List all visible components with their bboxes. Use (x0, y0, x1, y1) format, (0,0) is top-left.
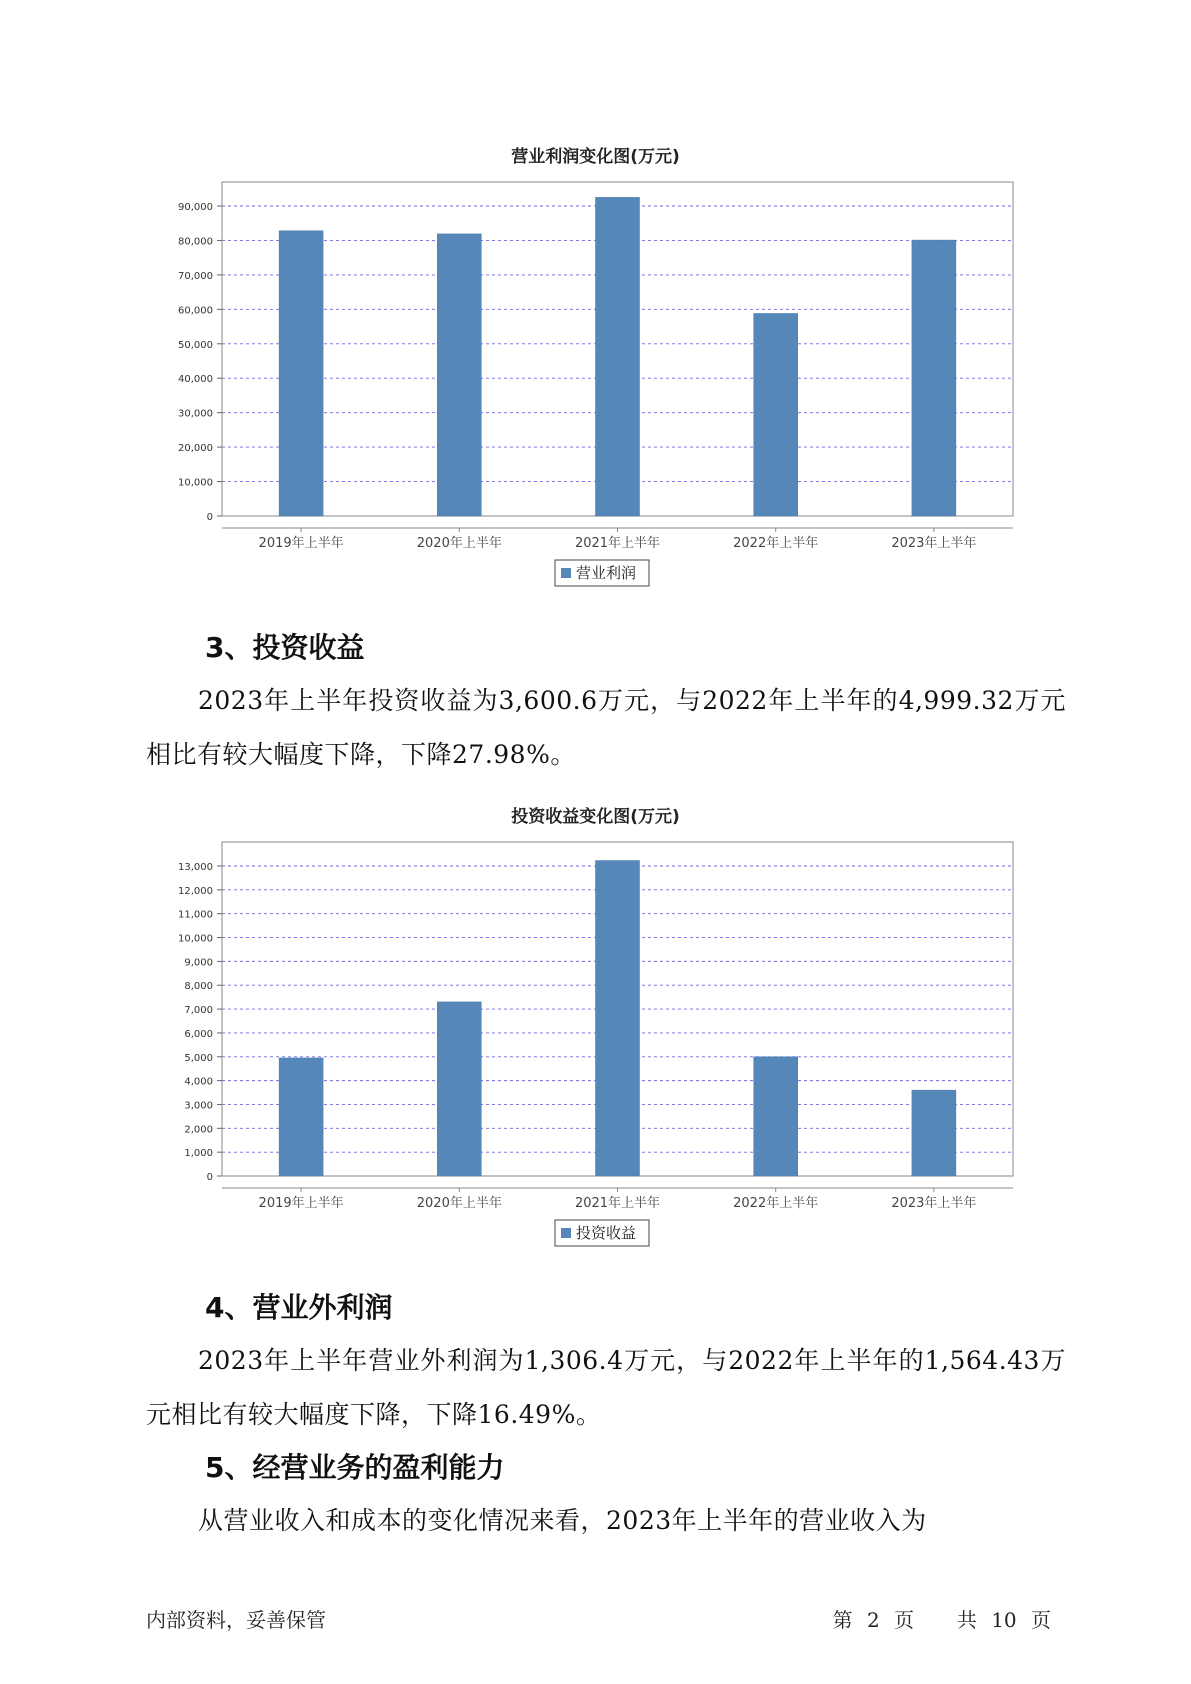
y-tick-label: 10,000 (178, 477, 213, 489)
section-paragraph-operating-profitability: 从营业收入和成本的变化情况来看，2023年上半年的营业收入为 (198, 1506, 927, 1535)
footer-total-word: 页 (1031, 1608, 1051, 1632)
y-tick-label: 20,000 (178, 443, 213, 455)
y-tick-label: 60,000 (178, 305, 213, 317)
section-paragraph-investment-income: 2023年上半年投资收益为3,600.6万元，与2022年上半年的4,999.32万元相比有较大幅度下降，下降27.98%。 (146, 686, 1066, 769)
footer-total-prefix: 共 (956, 1608, 977, 1632)
bar (912, 1090, 956, 1176)
y-tick-label: 1,000 (184, 1148, 213, 1160)
x-tick-label: 2020年上半年 (416, 536, 502, 551)
y-tick-label: 4,000 (184, 1076, 213, 1088)
bar (596, 197, 640, 516)
x-tick-label: 2023年上半年 (891, 536, 977, 551)
footer-total-number: 10 (991, 1608, 1017, 1632)
section-heading-non-operating-profit: 4、营业外利润 (205, 1291, 393, 1324)
y-tick-label: 9,000 (184, 957, 213, 969)
y-tick-label: 12,000 (178, 885, 213, 897)
footer-page-prefix: 第 (832, 1608, 853, 1632)
y-tick-label: 5,000 (184, 1052, 213, 1064)
bar (279, 231, 323, 516)
bar (596, 861, 640, 1176)
legend-label: 投资收益 (576, 1224, 637, 1242)
legend-swatch (561, 1228, 571, 1238)
legend-swatch (561, 568, 571, 578)
y-tick-label: 30,000 (178, 408, 213, 420)
y-tick-label: 7,000 (184, 1005, 213, 1017)
chart-title-investment-income: 投资收益变化图(万元) (511, 807, 680, 827)
y-tick-label: 13,000 (178, 862, 213, 873)
y-tick-label: 50,000 (178, 339, 213, 351)
x-tick-label: 2021年上半年 (574, 536, 661, 551)
chart-operating-profit (0, 150, 1191, 590)
x-tick-label: 2022年上半年 (733, 1196, 819, 1211)
y-tick-label: 70,000 (178, 270, 213, 282)
x-tick-label: 2020年上半年 (416, 1196, 502, 1211)
y-tick-label: 90,000 (178, 202, 213, 213)
bar (279, 1058, 323, 1176)
y-tick-label: 80,000 (178, 236, 213, 248)
footer-page-number: 2 (867, 1608, 880, 1632)
chart-title-operating-profit: 营业利润变化图(万元) (511, 147, 680, 167)
bar (754, 313, 798, 516)
y-tick-label: 3,000 (184, 1100, 213, 1112)
x-tick-label: 2021年上半年 (574, 1196, 661, 1211)
x-tick-label: 2019年上半年 (258, 1196, 344, 1211)
x-tick-label: 2019年上半年 (258, 536, 344, 551)
y-tick-label: 0 (206, 512, 213, 523)
y-tick-label: 40,000 (178, 374, 213, 386)
footer-confidential-note: 内部资料，妥善保管 (146, 1608, 326, 1632)
footer-page-word: 页 (894, 1608, 915, 1632)
y-tick-label: 8,000 (184, 981, 213, 993)
section-heading-investment-income: 3、投资收益 (205, 631, 365, 664)
section-heading-operating-profitability: 5、经营业务的盈利能力 (205, 1451, 505, 1484)
y-tick-label: 0 (206, 1172, 213, 1183)
bar (754, 1057, 798, 1176)
y-tick-label: 2,000 (184, 1124, 213, 1136)
legend-label: 营业利润 (576, 564, 637, 582)
y-tick-label: 6,000 (184, 1028, 213, 1040)
y-tick-label: 11,000 (178, 909, 213, 921)
chart-investment-income (0, 810, 1191, 1250)
y-tick-label: 10,000 (178, 933, 213, 945)
x-tick-label: 2023年上半年 (891, 1196, 977, 1211)
bar (437, 234, 481, 516)
footer-page-info (833, 1604, 1051, 1633)
x-tick-label: 2022年上半年 (733, 536, 819, 551)
bar (437, 1002, 481, 1176)
bar (912, 240, 956, 516)
section-paragraph-non-operating-profit: 2023年上半年营业外利润为1,306.4万元，与2022年上半年的1,564.43万元相比有较大幅度下降，下降16.49%。 (146, 1346, 1066, 1429)
